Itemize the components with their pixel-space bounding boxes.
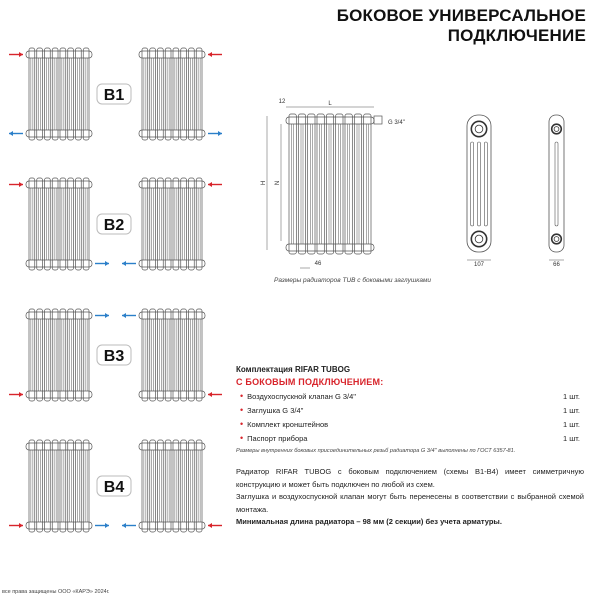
radiator-section [45,178,51,270]
arrow-head [19,523,23,528]
radiator-section [189,178,195,270]
radiator-section [76,178,82,270]
dim-thread: G 3/4'' [388,120,405,126]
radiator-section [189,440,195,532]
arrow-head [9,131,13,136]
return-arrow [95,523,109,528]
radiator-section [142,440,148,532]
radiator-section [196,178,202,270]
radiator-section [150,309,156,401]
top-collector [26,181,92,188]
bottom-collector [26,391,92,398]
arrow-head [122,261,126,266]
scheme-label: B2 [103,217,125,234]
return-arrow [122,313,136,318]
return-arrow [122,523,136,528]
radiator-section [150,440,156,532]
radiator-section [173,440,179,532]
page-title: БОКОВОЕ УНИВЕРСАЛЬНОЕ ПОДКЛЮЧЕНИЕ [336,6,586,45]
arrow-head [208,52,212,57]
radiator-section [83,178,89,270]
arrow-head [218,131,222,136]
radiator-section [45,48,51,140]
radiator-section [83,309,89,401]
top-collector [26,51,92,58]
supply-arrow [208,182,222,187]
dim-L: L [328,101,332,107]
radiator-section [189,48,195,140]
radiator-section [158,440,164,532]
scheme-label: B4 [103,479,125,496]
scheme-label-B1 [97,84,131,104]
radiator [139,178,205,270]
radiator-section [68,440,74,532]
radiator [26,48,92,140]
kit-item: • Комплект кронштейнов 1 шт. [240,419,580,429]
side-body [549,115,564,252]
radiator-section [142,309,148,401]
scheme-label: B3 [103,348,125,365]
radiator-section [37,309,43,401]
radiator-section [165,309,171,401]
bottom-collector [139,522,205,529]
arrow-head [105,313,109,318]
dim-12: 12 [278,99,286,105]
radiator-section [76,48,82,140]
radiator-section [181,178,187,270]
kit-section [236,365,586,454]
arrow-head [208,392,212,397]
side-view-2-column [549,115,564,268]
radiator-section [29,440,35,532]
kit-list [236,389,586,445]
return-arrow [122,261,136,266]
dim-H: H [261,180,267,186]
radiator [26,178,92,270]
kit-item: • Паспорт прибора 1 шт. [240,433,580,443]
radiator-section [68,178,74,270]
radiator-section [150,48,156,140]
air-valve [374,116,382,124]
radiator-section [52,178,58,270]
radiator-section [336,114,343,254]
top-collector [139,443,205,450]
kit-item: • Заглушка G 3/4'' 1 шт. [240,405,580,415]
bottom-collector [139,391,205,398]
copyright: все права защищены ООО «КАРЭ» 2024г. [2,589,110,595]
top-collector [139,312,205,319]
radiator-section [364,114,371,254]
radiator-section [173,309,179,401]
return-arrow [95,261,109,266]
radiator-section [60,309,66,401]
radiator [286,114,374,254]
radiator-section [60,440,66,532]
radiator-section [76,309,82,401]
top-collector [26,443,92,450]
radiator-section [196,48,202,140]
supply-arrow [9,392,23,397]
radiator-section [60,48,66,140]
radiator [139,309,205,401]
thread-note: Размеры внутренних боковых присоединительных резьб радиатора G 3/4'' выполнены по ГОСТ 6357-81. [236,448,516,454]
radiator-section [173,178,179,270]
radiator-section [165,48,171,140]
radiator-section [37,178,43,270]
arrow-head [208,523,212,528]
dim-label: 66 [553,262,560,268]
supply-arrow [208,523,222,528]
bottom-collector [139,260,205,267]
radiator-section [345,114,352,254]
radiator [26,309,92,401]
bullet-icon: • [240,433,244,443]
top-collector [139,181,205,188]
radiator-section [354,114,361,254]
radiator-section [158,48,164,140]
dim-label: 107 [473,262,485,268]
arrow-head [208,182,212,187]
radiator-section [181,309,187,401]
description: Радиатор RIFAR TUBOG с боковым подключением (схемы B1-B4) имеет симметричную конструкцию и может быть подключен по любой из схем. Заглушка и воздухоспускной клапан могут быть перенесены в соответствии с выбранной схемой монтажа. Минимальная длина радиатора – 98 мм (2 секции) без учета арматуры. [236,467,584,526]
top-collector [26,312,92,319]
radiator-section [60,178,66,270]
radiator-section [189,309,195,401]
radiator-section [45,440,51,532]
side-view-3-column [467,115,491,268]
bottom-collector [26,522,92,529]
bottom-collector [26,260,92,267]
radiator-section [165,440,171,532]
radiator-section [142,178,148,270]
supply-arrow [9,182,23,187]
dim-N: N [275,180,281,186]
radiator-section [326,114,333,254]
arrow-head [19,392,23,397]
radiator-section [29,309,35,401]
arrow-head [122,523,126,528]
radiator-section [45,309,51,401]
radiator [139,440,205,532]
radiator-section [52,48,58,140]
radiator-section [52,309,58,401]
radiator-section [37,440,43,532]
scheme-label-B2 [97,214,131,234]
scheme-label: B1 [103,87,125,104]
radiator-section [52,440,58,532]
bottom-collector [139,130,205,137]
return-arrow [95,313,109,318]
radiator-section [298,114,305,254]
kit-item: • Воздухоспускной клапан G 3/4'' 1 шт. [240,391,580,401]
radiator-section [37,48,43,140]
radiator [26,440,92,532]
bullet-icon: • [240,391,244,401]
radiator-section [158,309,164,401]
arrow-head [105,523,109,528]
radiator-section [29,48,35,140]
supply-arrow [9,52,23,57]
top-collector [139,51,205,58]
drawing-caption: Размеры радиаторов TUB с боковыми заглушками [274,277,432,284]
dim-46: 46 [314,261,322,267]
radiator-section [317,114,324,254]
scheme-label-B3 [97,345,131,365]
radiator-section [173,48,179,140]
arrow-head [105,261,109,266]
radiator-section [308,114,315,254]
radiator-section [289,114,296,254]
bottom-collector [26,130,92,137]
kit-subheading: С БОКОВЫМ ПОДКЛЮЧЕНИЕМ: [236,377,384,387]
radiator-section [68,309,74,401]
radiator-section [158,178,164,270]
bullet-icon: • [240,405,244,415]
kit-heading: Комплектация RIFAR TUBOG [236,365,351,374]
radiator-section [68,48,74,140]
radiator-section [76,440,82,532]
return-arrow [9,131,23,136]
radiator-section [29,178,35,270]
arrow-head [122,313,126,318]
radiator-section [83,440,89,532]
radiator-section [165,178,171,270]
arrow-head [19,52,23,57]
supply-arrow [208,52,222,57]
return-arrow [208,131,222,136]
radiator [139,48,205,140]
scheme-label-B4 [97,476,131,496]
dimension-drawing [261,99,564,268]
radiator-section [83,48,89,140]
radiator-section [196,309,202,401]
radiator-section [181,48,187,140]
radiator-section [181,440,187,532]
bullet-icon: • [240,419,244,429]
supply-arrow [9,523,23,528]
radiator-section [196,440,202,532]
supply-arrow [208,392,222,397]
radiator-section [142,48,148,140]
radiator-section [150,178,156,270]
arrow-head [19,182,23,187]
